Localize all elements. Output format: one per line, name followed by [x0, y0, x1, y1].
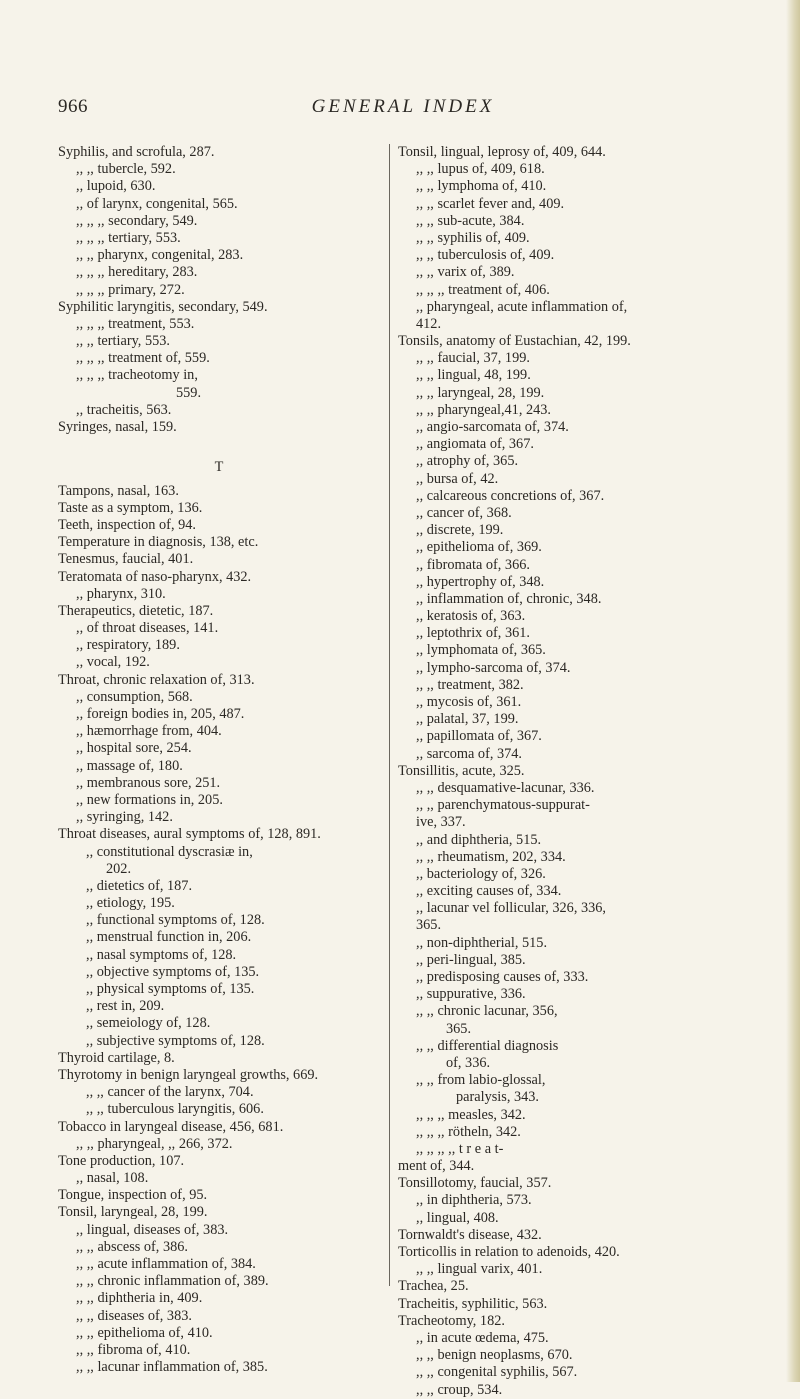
index-entry: ,, ,, croup, 534. [416, 1381, 503, 1398]
index-entry: ,, ,, treatment, 382. [416, 676, 524, 693]
index-entry: ,, in diphtheria, 573. [416, 1192, 532, 1209]
index-entry: ,, ,, chronic lacunar, 356, [416, 1003, 558, 1020]
index-entry: ,, angiomata of, 367. [416, 436, 534, 453]
index-entry: ,, lingual, diseases of, 383. [76, 1221, 229, 1238]
index-entry: ,, keratosis of, 363. [416, 608, 526, 625]
index-entry: ,, ,, ,, measles, 342. [416, 1106, 526, 1123]
index-entry: ,, hospital sore, 254. [76, 740, 192, 757]
index-entry: ,, calcareous concretions of, 367. [416, 487, 605, 504]
index-entry: ,, membranous sore, 251. [76, 774, 221, 791]
index-entry: ,, lacunar vel follicular, 326, 336, [416, 900, 606, 917]
index-entry: ,, ,, ,, treatment of, 406. [416, 281, 550, 298]
index-entry: ,, non-diphtherial, 515. [416, 934, 548, 951]
index-entry: ,, ,, tertiary, 553. [76, 333, 170, 350]
index-entry: ,, ,, cancer of the larynx, 704. [86, 1084, 254, 1101]
index-entry: Teeth, inspection of, 94. [58, 516, 196, 533]
index-entry: Teratomata of naso-pharynx, 432. [58, 568, 252, 585]
index-entry: ,, ,, ,, ,, t r e a t- [416, 1140, 504, 1157]
index-entry: ,, hypertrophy of, 348. [416, 573, 545, 590]
index-entry: ,, ,, rheumatism, 202, 334. [416, 848, 566, 865]
index-entry: ,, ,, pharyngeal, ,, 266, 372. [76, 1135, 233, 1152]
index-entry: ,, ,, ,, treatment of, 559. [76, 350, 210, 367]
index-entry: ,, ,, ,, hereditary, 283. [76, 264, 198, 281]
index-entry: ,, ,, from labio-glossal, [416, 1072, 546, 1089]
index-entry: Tracheitis, syphilitic, 563. [398, 1295, 548, 1312]
index-entry: ,, exciting causes of, 334. [416, 883, 562, 900]
index-entry: ive, 337. [416, 814, 466, 831]
index-entry: ,, predisposing causes of, 333. [416, 969, 589, 985]
index-entry: ,, ,, ,, treatment, 553. [76, 315, 195, 332]
index-column-right [398, 144, 738, 1399]
index-entry: ,, massage of, 180. [76, 757, 183, 774]
index-entry: ,, hæmorrhage from, 404. [76, 723, 222, 740]
index-entry: ,, and diphtheria, 515. [416, 831, 542, 848]
index-entry: ,, atrophy of, 365. [416, 453, 519, 470]
index-entry: Tonsil, lingual, leprosy of, 409, 644. [398, 144, 606, 160]
index-entry: ,, ,, fibroma of, 410. [76, 1341, 191, 1358]
index-entry: ,, ,, diphtheria in, 409. [76, 1290, 203, 1307]
index-entry: ,, objective symptoms of, 135. [86, 963, 260, 980]
index-entry: Therapeutics, dietetic, 187. [58, 602, 214, 619]
index-entry: ,, sarcoma of, 374. [416, 745, 523, 762]
index-entry: Tonsillotomy, faucial, 357. [398, 1175, 552, 1192]
index-entry: Syringes, nasal, 159. [58, 419, 177, 435]
index-entry: ,, ,, congenital syphilis, 567. [416, 1364, 578, 1381]
index-entry: 559. [176, 384, 202, 401]
index-entry: ,, functional symptoms of, 128. [86, 912, 265, 929]
index-entry: ,, papillomata of, 367. [416, 728, 542, 745]
index-entry: ,, ,, ,, tracheotomy in, [76, 367, 198, 384]
index-entry: T [214, 459, 224, 476]
index-entry: ,, pharynx, 310. [76, 585, 166, 602]
index-entry: Thyrotomy in benign laryngeal growths, 669. [58, 1066, 319, 1083]
index-entry: ,, respiratory, 189. [76, 637, 180, 654]
page-edge [786, 0, 800, 1382]
index-entry: ,, ,, syphilis of, 409. [416, 229, 530, 246]
index-entry: ,, ,, abscess of, 386. [76, 1238, 188, 1255]
index-entry: ,, peri-lingual, 385. [416, 951, 526, 968]
index-entry: Syphilitic laryngitis, secondary, 549. [58, 298, 268, 315]
index-entry: of, 336. [446, 1054, 491, 1071]
index-entry: ,, ,, desquamative-lacunar, 336. [416, 779, 595, 796]
index-entry: ,, subjective symptoms of, 128. [86, 1032, 265, 1049]
index-entry: ,, ,, tuberculous laryngitis, 606. [86, 1101, 264, 1118]
index-entry: ,, ,, ,, primary, 272. [76, 281, 185, 298]
running-title: GENERAL INDEX [311, 96, 495, 117]
index-entry: ,, ,, ,, rötheln, 342. [416, 1123, 521, 1140]
index-entry: ,, lingual, 408. [416, 1209, 499, 1226]
index-entry: ,, ,, parenchymatous-suppurat- [416, 797, 590, 814]
index-entry: ,, ,, lacunar inflammation of, 385. [76, 1359, 268, 1376]
index-entry: ,, constitutional dyscrasiæ in, [86, 843, 253, 860]
index-entry: Trachea, 25. [398, 1278, 469, 1295]
index-entry: ,, semeiology of, 128. [86, 1015, 211, 1032]
index-entry: Torticollis in relation to adenoids, 420. [398, 1244, 620, 1260]
index-entry: ,, angio-sarcomata of, 374. [416, 419, 569, 435]
index-entry: ,, ,, faucial, 37, 199. [416, 350, 530, 367]
index-entry: Tampons, nasal, 163. [58, 482, 179, 499]
index-entry: ,, lymphomata of, 365. [416, 642, 546, 659]
index-entry: ,, ,, benign neoplasms, 670. [416, 1347, 573, 1364]
index-entry: 412. [416, 315, 442, 332]
index-entry: ,, inflammation of, chronic, 348. [416, 590, 602, 607]
index-entry: Thyroid cartilage, 8. [58, 1049, 175, 1066]
index-entry: Syphilis, and scrofula, 287. [58, 144, 215, 160]
index-entry: ,, etiology, 195. [86, 895, 175, 912]
index-entry: ,, lympho-sarcoma of, 374. [416, 659, 571, 676]
index-entry: ,, nasal, 108. [76, 1170, 149, 1187]
index-entry: ,, menstrual function in, 206. [86, 929, 252, 946]
index-entry: ,, ,, tubercle, 592. [76, 161, 176, 178]
index-entry: Tobacco in laryngeal disease, 456, 681. [58, 1118, 284, 1135]
index-entry: Tenesmus, faucial, 401. [58, 551, 194, 568]
page-number: 966 [58, 96, 88, 117]
index-entry: 202. [106, 860, 132, 877]
index-entry: ment of, 344. [398, 1158, 475, 1175]
index-entry: ,, ,, differential diagnosis [416, 1037, 559, 1054]
index-entry: ,, ,, tuberculosis of, 409. [416, 247, 555, 264]
index-entry: Throat diseases, aural symptoms of, 128, 891. [58, 826, 321, 843]
index-entry: ,, ,, varix of, 389. [416, 264, 515, 281]
index-entry: ,, mycosis of, 361. [416, 694, 522, 710]
index-entry: ,, ,, lingual varix, 401. [416, 1261, 543, 1278]
index-entry: ,, ,, pharynx, congenital, 283. [76, 247, 244, 264]
index-entry: 365. [446, 1020, 472, 1037]
index-entry: ,, ,, scarlet fever and, 409. [416, 195, 565, 212]
index-entry: ,, ,, acute inflammation of, 384. [76, 1256, 256, 1272]
index-entry: ,, ,, pharyngeal,41, 243. [416, 401, 551, 418]
index-entry: ,, foreign bodies in, 205, 487. [76, 706, 245, 722]
index-entry: ,, leptothrix of, 361. [416, 625, 530, 642]
index-entry: ,, fibromata of, 366. [416, 556, 530, 573]
index-entry: ,, bacteriology of, 326. [416, 865, 546, 882]
index-entry: ,, lupoid, 630. [76, 178, 156, 195]
index-entry: ,, syringing, 142. [76, 809, 173, 826]
index-entry: ,, ,, lupus of, 409, 618. [416, 161, 545, 178]
index-entry: Taste as a symptom, 136. [58, 499, 203, 516]
index-entry: ,, of throat diseases, 141. [76, 620, 219, 637]
index-entry: ,, ,, ,, tertiary, 553. [76, 229, 181, 246]
index-entry: ,, pharyngeal, acute inflammation of, [416, 298, 628, 315]
index-entry: ,, ,, chronic inflammation of, 389. [76, 1273, 269, 1290]
index-entry: Tonsils, anatomy of Eustachian, 42, 199. [398, 333, 631, 350]
index-entry: ,, rest in, 209. [86, 998, 165, 1015]
index-entry: Temperature in diagnosis, 138, etc. [58, 534, 259, 551]
index-entry: ,, ,, lingual, 48, 199. [416, 367, 531, 384]
index-entry: ,, cancer of, 368. [416, 504, 512, 521]
index-entry: ,, bursa of, 42. [416, 470, 499, 487]
index-entry [58, 436, 380, 453]
index-entry: ,, ,, sub-acute, 384. [416, 212, 525, 229]
index-entry: 365. [416, 917, 442, 934]
index-entry: ,, physical symptoms of, 135. [86, 981, 255, 997]
index-entry: ,, palatal, 37, 199. [416, 711, 519, 728]
index-entry: ,, ,, lymphoma of, 410. [416, 178, 547, 195]
index-entry: Tornwaldt's disease, 432. [398, 1226, 542, 1243]
index-entry: Tone production, 107. [58, 1152, 185, 1169]
index-entry: ,, ,, laryngeal, 28, 199. [416, 384, 545, 401]
index-entry: ,, in acute œdema, 475. [416, 1329, 549, 1346]
index-entry: ,, of larynx, congenital, 565. [76, 195, 238, 212]
index-entry: ,, suppurative, 336. [416, 986, 526, 1003]
index-entry: Tongue, inspection of, 95. [58, 1187, 208, 1204]
index-column-left [58, 144, 380, 1376]
index-entry: ,, ,, ,, secondary, 549. [76, 212, 198, 229]
index-entry: ,, discrete, 199. [416, 522, 504, 539]
index-entry: Tonsillitis, acute, 325. [398, 762, 525, 779]
index-entry: ,, epithelioma of, 369. [416, 539, 542, 556]
index-entry: ,, ,, epithelioma of, 410. [76, 1324, 213, 1341]
index-entry: Throat, chronic relaxation of, 313. [58, 671, 255, 688]
index-entry: ,, ,, diseases of, 383. [76, 1307, 192, 1324]
index-entry: ,, new formations in, 205. [76, 791, 223, 808]
index-entry: Tonsil, laryngeal, 28, 199. [58, 1204, 208, 1221]
index-entry: Tracheotomy, 182. [398, 1312, 505, 1329]
index-entry: ,, consumption, 568. [76, 688, 193, 705]
index-entry: ,, nasal symptoms of, 128. [86, 946, 237, 963]
index-entry: ,, tracheitis, 563. [76, 401, 172, 418]
index-entry: ,, dietetics of, 187. [86, 877, 193, 894]
page-header [58, 96, 748, 126]
index-entry: ,, vocal, 192. [76, 654, 150, 671]
index-entry: paralysis, 343. [456, 1089, 539, 1106]
column-divider [389, 144, 390, 1286]
